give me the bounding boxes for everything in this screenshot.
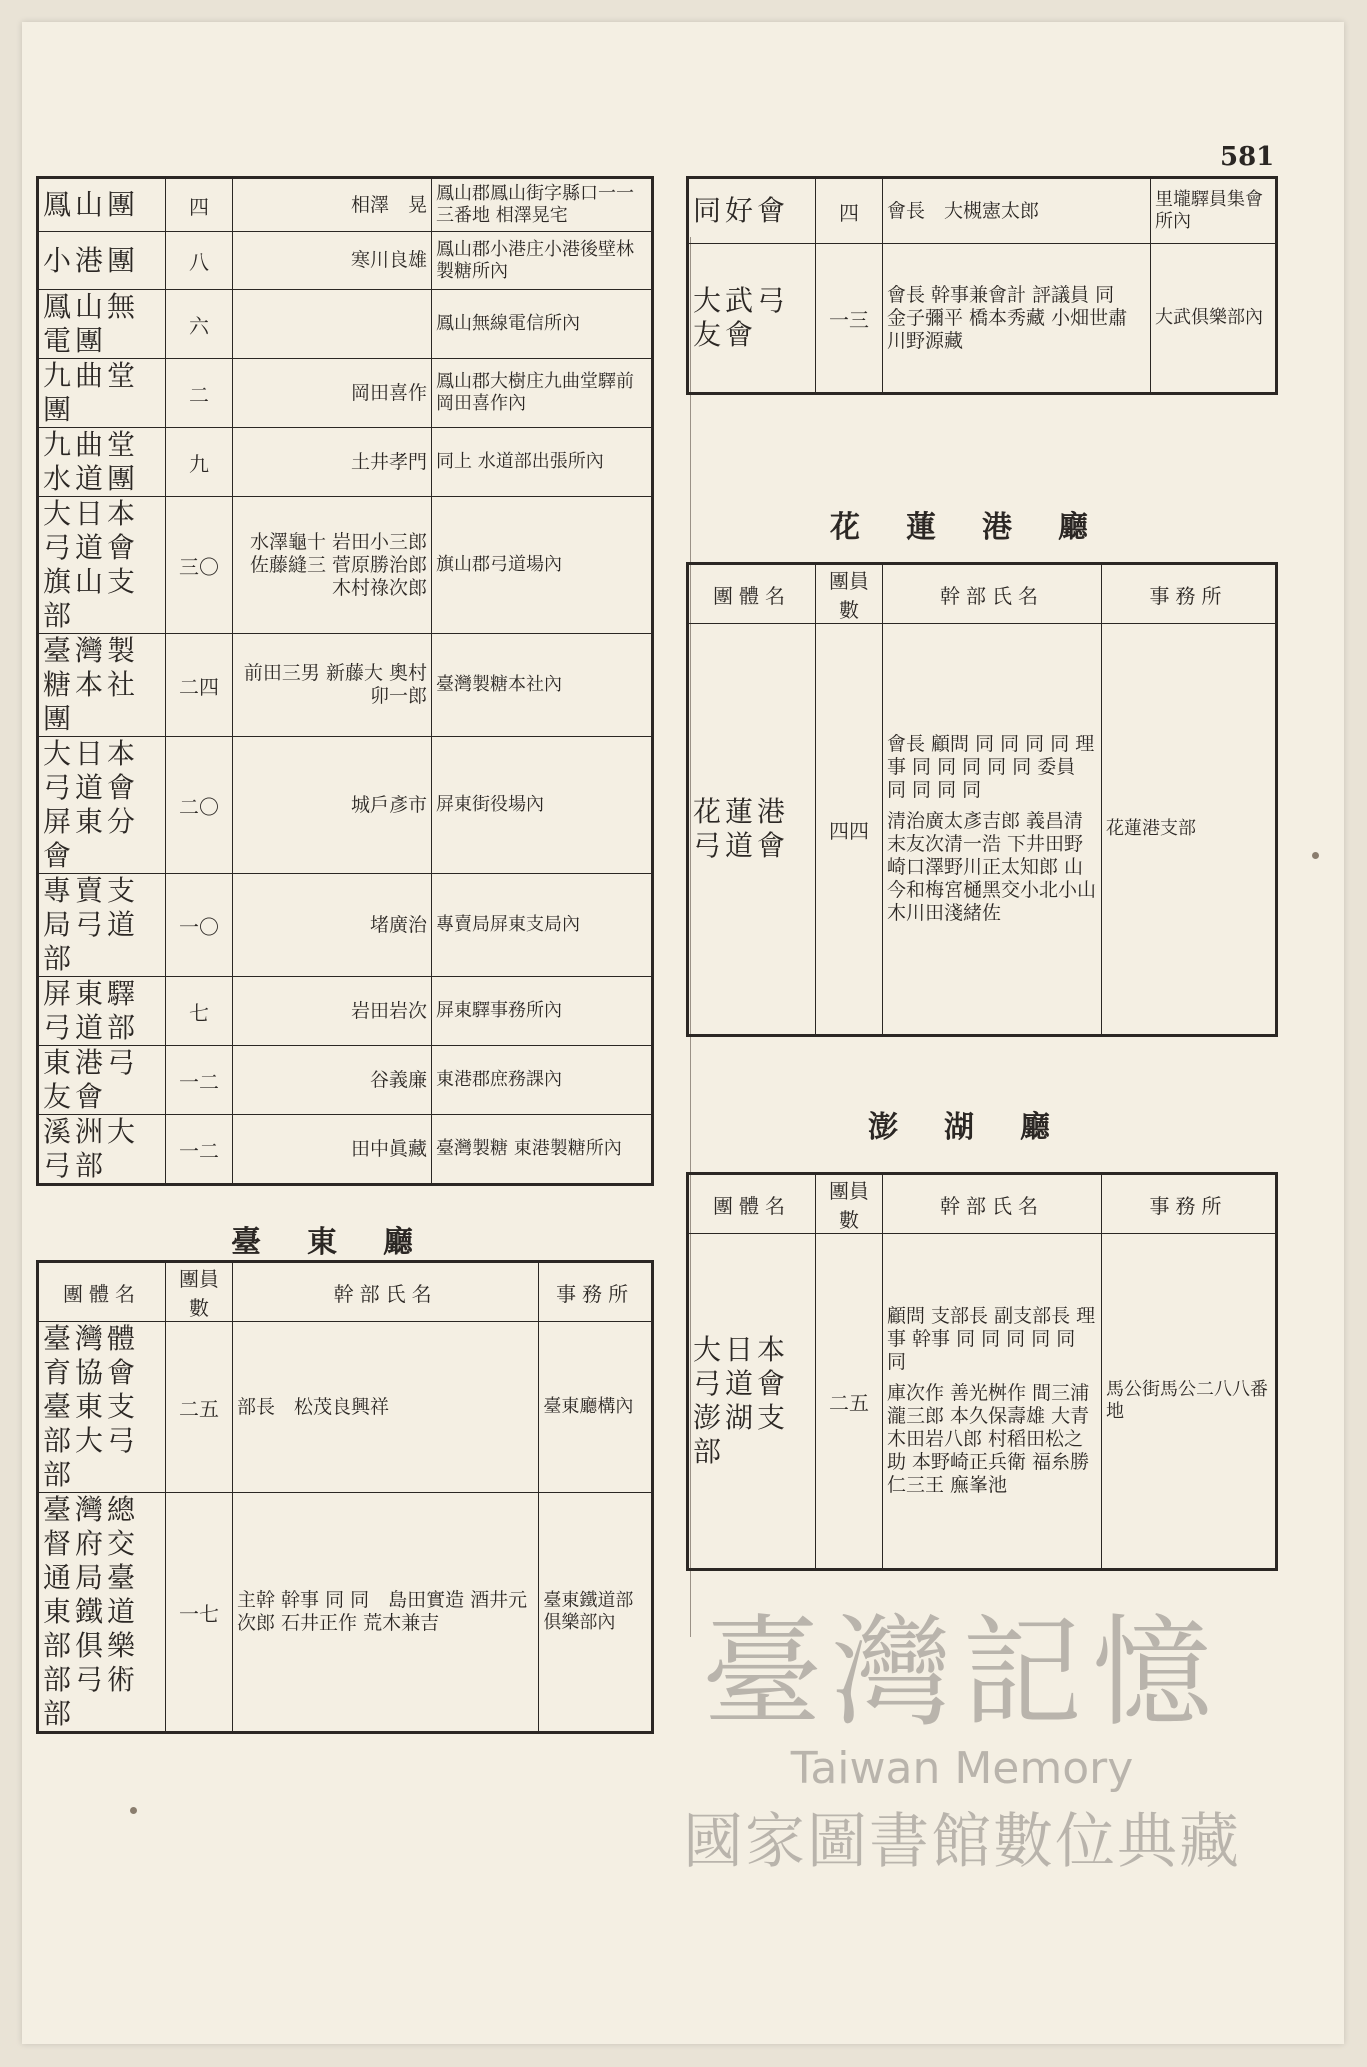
left-organization-table — [36, 176, 654, 1186]
officers: 城戶彥市 — [233, 737, 432, 874]
officer-names: 庫次作 善光桝作 間三浦瀧三郎 本久保壽雄 大青木田岩八郎 村稻田松之助 本野崎正兵衛 福糸勝仁三王 廡峯池 — [887, 1382, 1090, 1496]
org-name: 大日本弓道會屏東分會 — [38, 737, 166, 874]
org-row — [38, 737, 653, 874]
roles: 會長 — [887, 199, 926, 222]
header-name: 團體名 — [688, 564, 816, 624]
officers: 岡田喜作 — [233, 359, 432, 428]
org-row — [38, 359, 653, 428]
officers — [883, 1234, 1102, 1570]
roles: 主幹 幹事 同 同 — [237, 1589, 370, 1611]
org-row — [38, 232, 653, 290]
right-top-table — [686, 176, 1278, 395]
office: 馬公街馬公二八八番地 — [1102, 1234, 1277, 1570]
penghu-row — [688, 1234, 1277, 1570]
member-count: 一七 — [166, 1493, 233, 1733]
org-name: 花蓮港弓道會 — [688, 624, 816, 1036]
penghu-title: 澎湖廳 — [868, 1110, 1096, 1145]
officers: 田中眞藏 — [233, 1115, 432, 1185]
office: 臺東鐵道部俱樂部內 — [539, 1493, 653, 1733]
org-row — [688, 178, 1277, 244]
document-page — [22, 22, 1344, 2044]
office: 臺灣製糖 東港製糖所內 — [432, 1115, 653, 1185]
officers: 岩田岩次 — [233, 977, 432, 1046]
org-row — [38, 428, 653, 497]
office: 鳳山無線電信所內 — [432, 290, 653, 359]
officers — [883, 178, 1151, 244]
roles: 顧問 支部長 副支部長 理事 幹事 同 同 同 同 同 同 — [887, 1305, 1096, 1373]
officer-names: 大槻憲太郎 — [944, 199, 1040, 222]
officer-names: 松茂良興祥 — [294, 1395, 390, 1418]
officers: 水澤龜十 岩田小三郎 佐藤縫三 菅原勝治郎 木村祿次郎 — [233, 497, 432, 634]
header-count: 團員數 — [166, 1262, 233, 1322]
header-count: 團員數 — [816, 1174, 883, 1234]
officers: 谷義廉 — [233, 1046, 432, 1115]
officers — [233, 1493, 539, 1733]
officer-names: 島田實造 酒井元次郎 石井正作 荒木兼吉 — [237, 1589, 528, 1634]
member-count: 七 — [166, 977, 233, 1046]
office: 花蓮港支部 — [1102, 624, 1277, 1036]
taitung-table — [36, 1260, 654, 1734]
org-name: 臺灣製糖本社團 — [38, 634, 166, 737]
org-name: 鳳山無電團 — [38, 290, 166, 359]
officer-names: 清治廣太彥吉郎 義昌清末友次清一浩 下井田野崎口澤野川正太知郎 山今和梅宮樋黑交小北小山木川田淺緒佐 — [887, 810, 1097, 924]
office: 旗山郡弓道場內 — [432, 497, 653, 634]
org-name: 屏東驛弓道部 — [38, 977, 166, 1046]
member-count: 一二 — [166, 1115, 233, 1185]
officers: 土井孝門 — [233, 428, 432, 497]
member-count: 二四 — [166, 634, 233, 737]
member-count: 二〇 — [166, 737, 233, 874]
member-count: 四 — [166, 178, 233, 232]
org-row — [38, 874, 653, 977]
officer-names: 金子彌平 橋本秀藏 小畑世肅 川野源藏 — [887, 306, 1128, 352]
roles: 部長 — [237, 1395, 276, 1418]
member-count: 六 — [166, 290, 233, 359]
header-office: 事務所 — [539, 1262, 653, 1322]
taitung-row — [38, 1493, 653, 1733]
header-name: 團體名 — [38, 1262, 166, 1322]
office: 臺東廳構內 — [539, 1322, 653, 1493]
officers: 堵廣治 — [233, 874, 432, 977]
org-name: 專賣支局弓道部 — [38, 874, 166, 977]
officers: 前田三男 新藤大 奧村卯一郎 — [233, 634, 432, 737]
header-officers: 幹部氏名 — [883, 1174, 1102, 1234]
header-officers: 幹部氏名 — [883, 564, 1102, 624]
office: 大武俱樂部內 — [1150, 244, 1276, 394]
watermark-calligraphy: 臺灣記憶 — [702, 1604, 1222, 1743]
member-count: 二五 — [816, 1234, 883, 1570]
office: 鳳山郡大樹庄九曲堂驛前 岡田喜作內 — [432, 359, 653, 428]
member-count: 一三 — [816, 244, 883, 394]
member-count: 二五 — [166, 1322, 233, 1493]
office: 專賣局屏東支局內 — [432, 874, 653, 977]
member-count: 二 — [166, 359, 233, 428]
org-name: 同好會 — [688, 178, 816, 244]
watermark-subtitle: 國家圖書館數位典藏 — [683, 1807, 1241, 1877]
header-count: 團員數 — [816, 564, 883, 624]
officers — [233, 290, 432, 359]
header-name: 團體名 — [688, 1174, 816, 1234]
office: 屏東驛事務所內 — [432, 977, 653, 1046]
org-row — [38, 178, 653, 232]
paper-spot — [1312, 852, 1319, 859]
org-row — [38, 497, 653, 634]
org-row — [688, 244, 1277, 394]
watermark-english: Taiwan Memory — [790, 1743, 1134, 1794]
org-row — [38, 290, 653, 359]
officers — [233, 1322, 539, 1493]
member-count: 八 — [166, 232, 233, 290]
org-name: 大日本弓道會旗山支部 — [38, 497, 166, 634]
officers: 相澤 晃 — [233, 178, 432, 232]
hualien-title: 花蓮港廳 — [830, 510, 1134, 545]
org-name: 大日本弓道會澎湖支部 — [688, 1234, 816, 1570]
officers: 寒川良雄 — [233, 232, 432, 290]
org-name: 臺灣體育協會臺東支部大弓部 — [38, 1322, 166, 1493]
taitung-row — [38, 1322, 653, 1493]
org-name: 東港弓友會 — [38, 1046, 166, 1115]
hualien-table — [686, 562, 1278, 1037]
header-office: 事務所 — [1102, 564, 1277, 624]
penghu-table — [686, 1172, 1278, 1571]
org-name: 小港團 — [38, 232, 166, 290]
office: 臺灣製糖本社內 — [432, 634, 653, 737]
officers — [883, 244, 1151, 394]
header-office: 事務所 — [1102, 1174, 1277, 1234]
roles: 會長 幹事兼會計 評議員 同 — [887, 283, 1115, 306]
page-number: 581 — [1220, 142, 1275, 172]
office: 東港郡庶務課內 — [432, 1046, 653, 1115]
office: 同上 水道部出張所內 — [432, 428, 653, 497]
org-row — [38, 977, 653, 1046]
watermark — [622, 1577, 1302, 1907]
taitung-title: 臺東廳 — [231, 1225, 459, 1260]
member-count: 四四 — [816, 624, 883, 1036]
member-count: 一〇 — [166, 874, 233, 977]
org-row — [38, 1046, 653, 1115]
org-name: 九曲堂水道團 — [38, 428, 166, 497]
header-officers: 幹部氏名 — [233, 1262, 539, 1322]
member-count: 三〇 — [166, 497, 233, 634]
org-name: 九曲堂團 — [38, 359, 166, 428]
paper-spot — [130, 1807, 137, 1814]
org-name: 大武弓友會 — [688, 244, 816, 394]
org-row — [38, 1115, 653, 1185]
org-name: 臺灣總督府交通局臺東鐵道部俱樂部弓術部 — [38, 1493, 166, 1733]
office: 鳳山郡鳳山街字縣口一一三番地 相澤晃宅 — [432, 178, 653, 232]
roles: 會長 顧問 同 同 同 同 理事 同 同 同 同 同 委員 同 同 同 同 — [887, 733, 1095, 801]
office: 里壠驛員集會所內 — [1150, 178, 1276, 244]
member-count: 四 — [816, 178, 883, 244]
office: 鳳山郡小港庄小港後壁林製糖所內 — [432, 232, 653, 290]
org-name: 鳳山團 — [38, 178, 166, 232]
member-count: 一二 — [166, 1046, 233, 1115]
org-row — [38, 634, 653, 737]
org-name: 溪洲大弓部 — [38, 1115, 166, 1185]
office: 屏東街役場內 — [432, 737, 653, 874]
member-count: 九 — [166, 428, 233, 497]
officers — [883, 624, 1102, 1036]
hualien-row — [688, 624, 1277, 1036]
